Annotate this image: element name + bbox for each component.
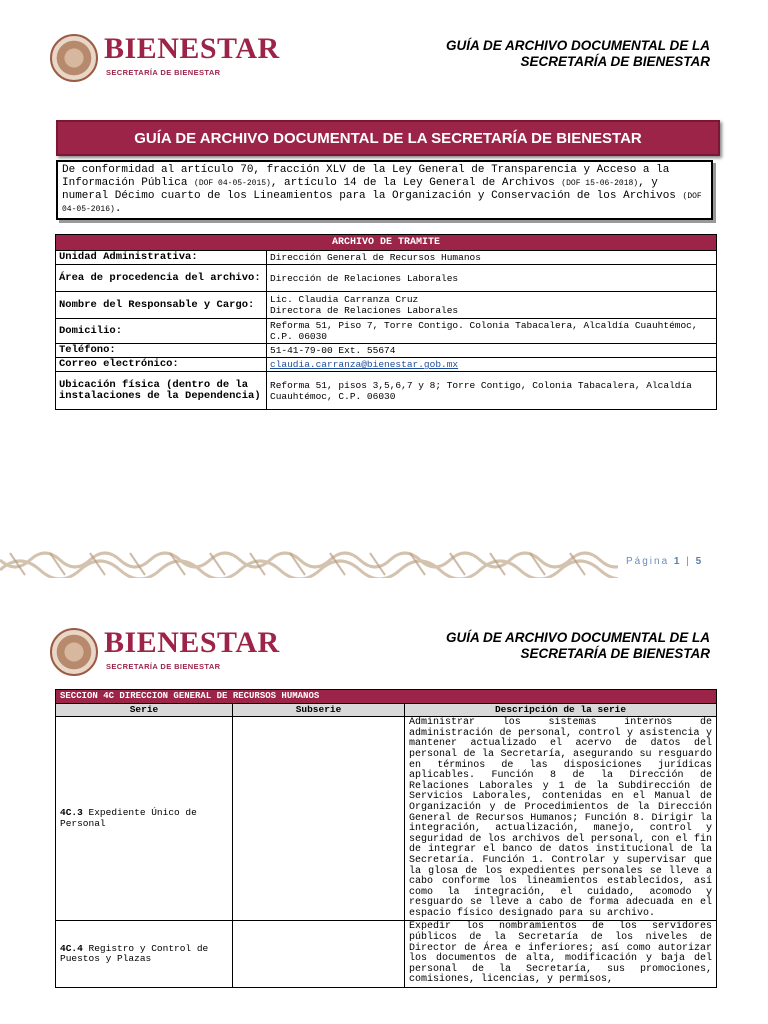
table-row: Correo electrónico: claudia.carranza@bienestar.gob.mx <box>56 358 717 372</box>
email-link[interactable]: claudia.carranza@bienestar.gob.mx <box>270 359 459 370</box>
table-row: 4C.4 Registro y Control de Puestos y Plazas Expedir los nombramientos de los servidores públicos de la Secretaría de los niveles de Director de Área e inferiores; así como autorizar los documentos de alta, modificación y baja del personal de la Secretaría, sus promociones, comisiones, licencias, y permisos, <box>56 921 717 988</box>
table-row: Domicilio: Reforma 51, Piso 7, Torre Contigo. Colonia Tabacalera, Alcaldía Cuauhtémoc, C.P. 06030 <box>56 319 717 344</box>
column-headers: Serie Subserie Descripción de la serie <box>56 703 717 717</box>
table-heading: ARCHIVO DE TRAMITE <box>56 235 717 251</box>
table-row: Unidad Administrativa: Dirección General de Recursos Humanos <box>56 251 717 265</box>
archivo-tramite-table <box>55 234 717 410</box>
brand-subtitle: SECRETARÍA DE BIENESTAR <box>106 662 221 671</box>
table-row: 4C.3 Expediente Único de Personal Administrar los sistemas internos de administración de personal, control y asistencia y mantener actualizado el acervo de datos del personal de la Secretaría, asegurando su resguardo en términos de las disposiciones jurídicas aplicables. Función 8 de la Dirección de Relaciones Laborales y 1 de la Subdirección de Servicios Laborales, contenidas en el Manual de Organización y de Procedimientos de la Dirección General de Recursos Humanos; Función 8. Dirigir la integración, actualización, manejo, control y seguridad de los archivos del personal, con el fin de integrar el banco de datos institucional de la Secretaría. Función 1. Controlar y supervisar que la glosa de los expedientes personales se lleve a cabo conforme los lineamientos establecidos, así como la integración, el cuidado, acomodo y resguardo se lleve a cabo de forma adecuada en el espacio físico designado para su archivo. <box>56 717 717 921</box>
page-number: Página 1 | 5 <box>626 556 704 567</box>
legal-intro-paragraph: De conformidad al artículo 70, fracción XLV de la Ley General de Transparencia y Acceso a la Información Pública (DOF 04-05-2015), artículo 14 de la Ley General de Archivos (DOF 15-06-2018), y numeral Décimo cuarto de los Lineamientos para la Organización y Conservación de los Archivos (DOF 04-05-2016). <box>56 160 713 220</box>
brand-name: BIENESTAR <box>104 626 280 659</box>
coat-of-arms-icon <box>50 34 98 82</box>
brand-name: BIENESTAR <box>104 32 280 65</box>
document-header-title: GUÍA DE ARCHIVO DOCUMENTAL DE LA SECRETARÍA DE BIENESTAR <box>445 630 710 661</box>
bienestar-logo <box>50 34 300 84</box>
bienestar-logo <box>50 628 300 678</box>
section-heading: SECCION 4C DIRECCION GENERAL DE RECURSOS HUMANOS <box>56 690 717 704</box>
table-row: Área de procedencia del archivo: Dirección de Relaciones Laborales <box>56 265 717 292</box>
coat-of-arms-icon <box>50 628 98 676</box>
document-header-title: GUÍA DE ARCHIVO DOCUMENTAL DE LA SECRETARÍA DE BIENESTAR <box>445 38 710 69</box>
decorative-footer-band <box>0 548 618 578</box>
table-row: Ubicación física (dentro de la instalaciones de la Dependencia) Reforma 51, pisos 3,5,6,7 y 8; Torre Contigo, Colonia Tabacalera, Alcaldía Cuauhtémoc, C.P. 06030 <box>56 372 717 410</box>
brand-subtitle: SECRETARÍA DE BIENESTAR <box>106 68 221 77</box>
table-row: Teléfono: 51-41-79-00 Ext. 55674 <box>56 344 717 358</box>
table-row: Nombre del Responsable y Cargo: Lic. Claudia Carranza Cruz Directora de Relaciones Laborales <box>56 292 717 319</box>
document-title-banner: GUÍA DE ARCHIVO DOCUMENTAL DE LA SECRETARÍA DE BIENESTAR <box>56 120 720 156</box>
series-table <box>55 689 717 988</box>
